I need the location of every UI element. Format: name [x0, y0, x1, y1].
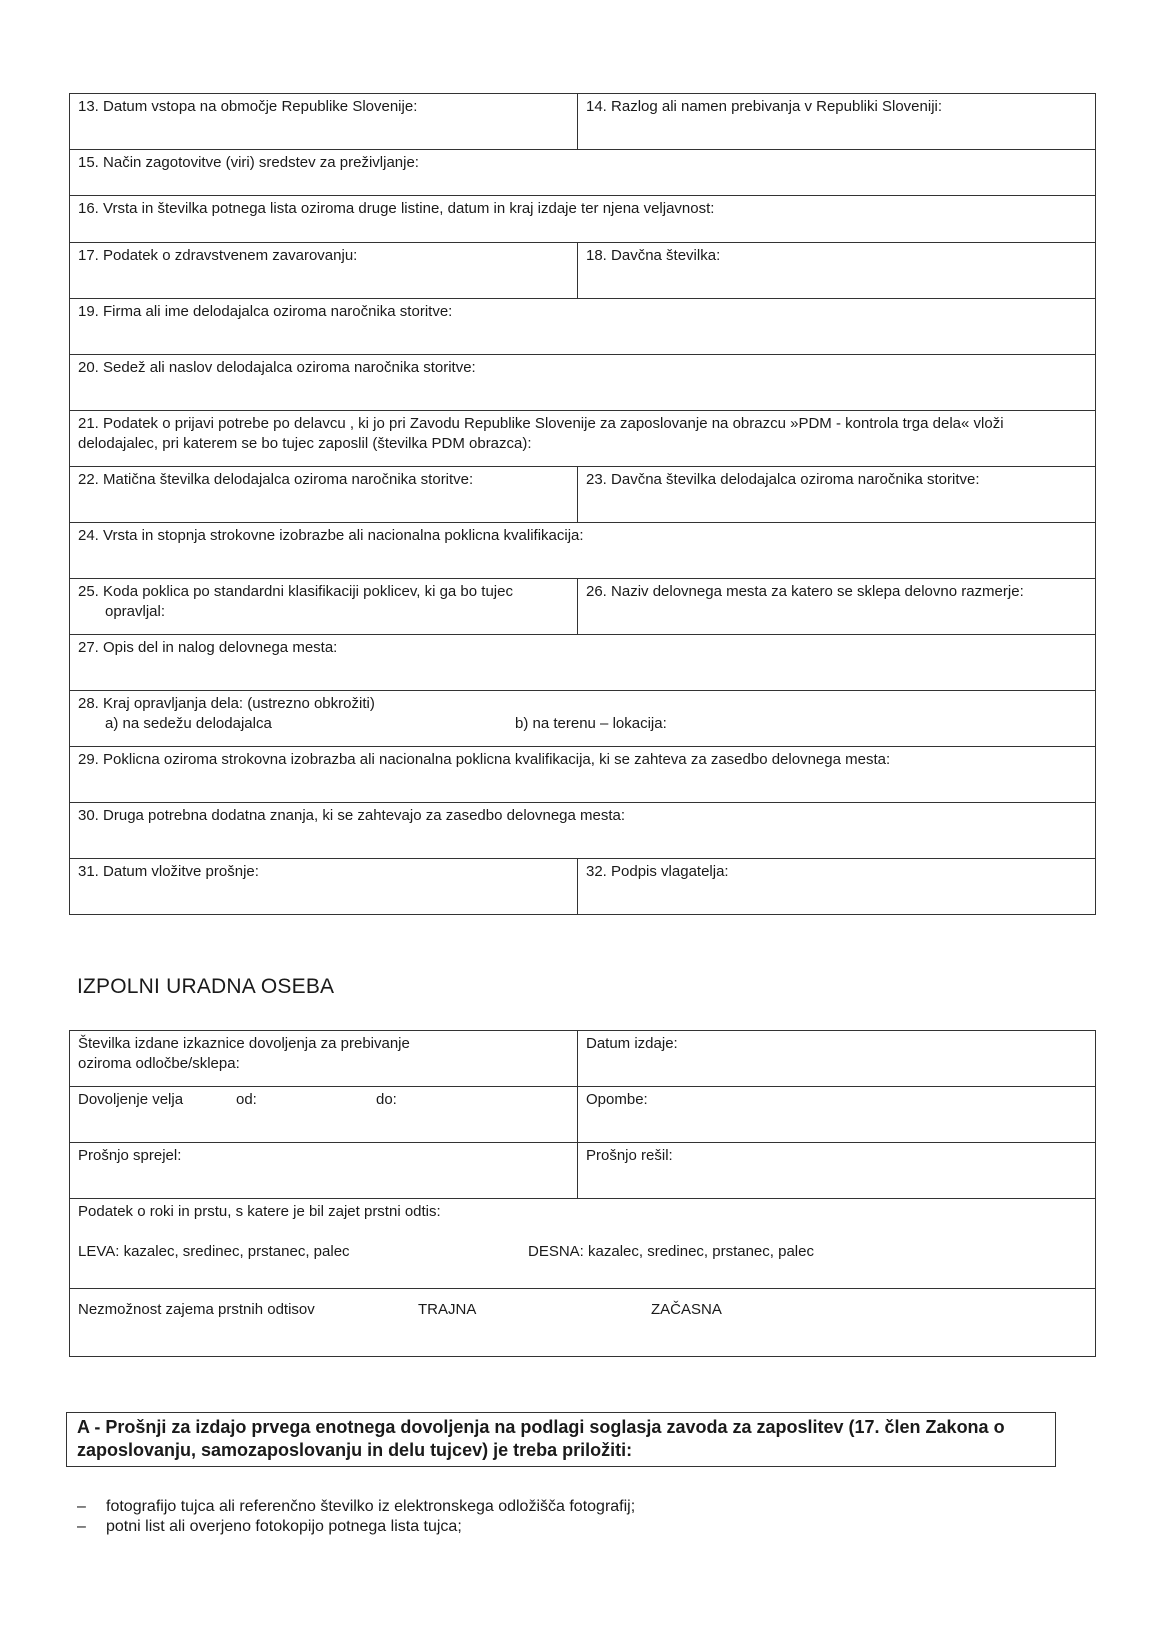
section-a-heading: A - Prošnji za izdajo prvega enotnega dovoljenja na podlagi soglasja zavoda za zaposlitev (17. člen Zakona o zaposlovanju, samozaposlovanju in delu tujcev) je treba priložiti: [66, 1412, 1056, 1467]
bullet-dash: – [77, 1498, 86, 1515]
field-31-label: 31. Datum vložitve prošnje: [78, 863, 259, 880]
field-20-label: 20. Sedež ali naslov delodajalca oziroma naročnika storitve: [78, 359, 476, 376]
field-16-passport[interactable] [70, 196, 1096, 243]
issue-date-field[interactable] [578, 1031, 1096, 1087]
field-28-label: 28. Kraj opravljanja dela: (ustrezno obkrožiti) [78, 695, 375, 712]
field-13-label: 13. Datum vstopa na območje Republike Slovenije: [78, 98, 418, 115]
field-14-label: 14. Razlog ali namen prebivanja v Republiki Sloveniji: [586, 98, 943, 115]
field-15-means-of-subsistence[interactable] [70, 150, 1096, 196]
bullet-dash: – [77, 1518, 86, 1535]
application-form-table [69, 93, 1096, 915]
option-at-employer-seat[interactable]: a) na sedežu delodajalca [105, 715, 272, 732]
field-18-tax-number[interactable] [578, 243, 1096, 299]
resolved-by-field[interactable] [578, 1143, 1096, 1199]
fingerprint-impossibility-field [70, 1289, 1096, 1357]
permit-validity-field[interactable] [70, 1087, 578, 1143]
fingerprint-info-label: Podatek o roki in prstu, s katere je bil zajet prstni odtis: [78, 1203, 441, 1220]
official-use-table [69, 1030, 1096, 1357]
field-16-label: 16. Vrsta in številka potnega lista oziroma druge listine, datum in kraj izdaje ter njena veljavnost: [78, 200, 715, 217]
field-21-pdm-number[interactable] [70, 411, 1096, 467]
permit-number-field[interactable] [70, 1031, 578, 1087]
list-item [77, 1497, 635, 1517]
field-30-label: 30. Druga potrebna dodatna znanja, ki se zahtevajo za zasedbo delovnega mesta: [78, 807, 626, 824]
option-temporary[interactable]: ZAČASNA [651, 1301, 722, 1318]
option-on-site-location[interactable]: b) na terenu – lokacija: [515, 715, 667, 732]
valid-to-label: do: [376, 1091, 397, 1108]
field-26-job-title[interactable] [578, 579, 1096, 635]
field-22-employer-registration-number[interactable] [70, 467, 578, 523]
field-24-label: 24. Vrsta in stopnja strokovne izobrazbe ali nacionalna poklicna kvalifikacija: [78, 527, 584, 544]
option-permanent[interactable]: TRAJNA [418, 1301, 477, 1318]
field-24-education-level[interactable] [70, 523, 1096, 579]
notes-field[interactable] [578, 1087, 1096, 1143]
valid-from-label: od: [236, 1091, 257, 1108]
received-by-field[interactable] [70, 1143, 578, 1199]
received-by-label: Prošnjo sprejel: [78, 1147, 182, 1164]
field-31-application-date[interactable] [70, 859, 578, 915]
field-32-label: 32. Podpis vlagatelja: [586, 863, 729, 880]
field-20-employer-address[interactable] [70, 355, 1096, 411]
field-14-residence-purpose[interactable] [578, 94, 1096, 150]
field-17-label: 17. Podatek o zdravstvenem zavarovanju: [78, 247, 358, 264]
field-23-label: 23. Davčna številka delodajalca oziroma naročnika storitve: [586, 471, 980, 488]
field-25-label: 25. Koda poklica po standardni klasifikaciji poklicev, ki ga bo tujec [78, 583, 513, 600]
impossibility-label: Nezmožnost zajema prstnih odtisov [78, 1301, 315, 1318]
field-26-label: 26. Naziv delovnega mesta za katero se sklepa delovno razmerje: [586, 583, 1024, 600]
field-25-occupation-code[interactable] [70, 579, 578, 635]
field-25-label-cont: opravljal: [105, 603, 166, 620]
field-19-employer-name[interactable] [70, 299, 1096, 355]
field-28-work-location [70, 691, 1096, 747]
left-hand-fingers[interactable]: LEVA: kazalec, sredinec, prstanec, palec [78, 1243, 350, 1260]
attachment-passport: potni list ali overjeno fotokopijo potnega lista tujca; [106, 1518, 462, 1535]
field-15-label: 15. Način zagotovitve (viri) sredstev za preživljanje: [78, 154, 419, 171]
official-section-title: IZPOLNI URADNA OSEBA [77, 975, 335, 998]
right-hand-fingers[interactable]: DESNA: kazalec, sredinec, prstanec, palec [528, 1243, 814, 1260]
list-item [77, 1517, 635, 1537]
field-32-applicant-signature[interactable] [578, 859, 1096, 915]
field-21-label: 21. Podatek o prijavi potrebe po delavcu , ki jo pri Zavodu Republike Slovenije za zaposlovanje na obrazcu »PDM - kontrola trga dela« vloži delodajalec, pri katerem se bo tujec zaposlil (številka PDM obrazca): [78, 415, 1004, 452]
validity-label: Dovoljenje velja [78, 1091, 184, 1108]
resolved-by-label: Prošnjo rešil: [586, 1147, 673, 1164]
field-29-required-education[interactable] [70, 747, 1096, 803]
permit-number-label-cont: oziroma odločbe/sklepa: [78, 1055, 240, 1072]
field-22-label: 22. Matična številka delodajalca oziroma naročnika storitve: [78, 471, 474, 488]
notes-label: Opombe: [586, 1091, 648, 1108]
field-30-additional-skills[interactable] [70, 803, 1096, 859]
fingerprint-info-field [70, 1199, 1096, 1289]
field-13-entry-date[interactable] [70, 94, 578, 150]
attachment-photo: fotografijo tujca ali referenčno številko iz elektronskega odložišča fotografij; [106, 1498, 636, 1515]
permit-number-label: Številka izdane izkaznice dovoljenja za prebivanje [78, 1035, 410, 1052]
field-19-label: 19. Firma ali ime delodajalca oziroma naročnika storitve: [78, 303, 453, 320]
field-23-employer-tax-number[interactable] [578, 467, 1096, 523]
field-29-label: 29. Poklicna oziroma strokovna izobrazba ali nacionalna poklicna kvalifikacija, ki se zahteva za zasedbo delovnega mesta: [78, 751, 891, 768]
field-17-health-insurance[interactable] [70, 243, 578, 299]
field-27-job-description[interactable] [70, 635, 1096, 691]
attachments-list [77, 1497, 635, 1537]
field-27-label: 27. Opis del in nalog delovnega mesta: [78, 639, 338, 656]
field-18-label: 18. Davčna številka: [586, 247, 721, 264]
issue-date-label: Datum izdaje: [586, 1035, 678, 1052]
